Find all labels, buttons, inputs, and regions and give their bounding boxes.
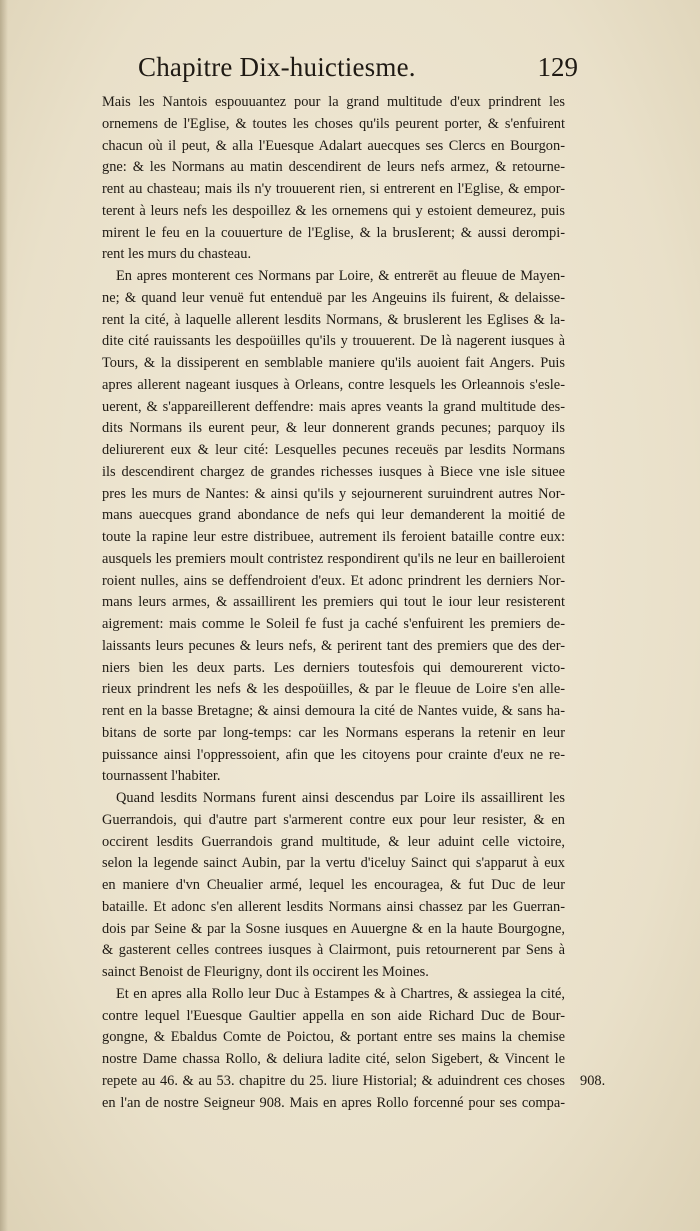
text-line: dois par Seine & par la Sosne iusques en Auuergne & en la haute Bourgogne, xyxy=(102,920,565,937)
text-line: nostre Dame chassa Rollo, & deliura ladite cité, selon Sigebert, & Vincent le xyxy=(102,1051,565,1067)
margin-note-year: 908. xyxy=(580,1073,606,1089)
text-line: mirent le feu en la couuerture de l'Eglise, & la brusIerent; & aussi derompi- xyxy=(102,224,565,241)
text-line: & gasterent celles contrees iusques à Clairmont, puis retournerent par Sens à xyxy=(102,942,565,959)
text-line: mans auecques grand abondance de nefs qui leur demanderent la moitié de xyxy=(102,507,565,524)
text-line: uerent, & s'appareillerent deffendre: mais apres veants la grand multitude des- xyxy=(102,398,565,415)
text-line: Mais les Nantois espouuantez pour la grand multitude d'eux prindrent les xyxy=(102,94,565,110)
page-number: 129 xyxy=(537,52,578,82)
text-line: ils descendirent chargez de grandes richesses iusques à Biece vne isle situee xyxy=(102,463,565,480)
running-title: Chapitre Dix-huictiesme. xyxy=(138,52,416,82)
text-line: dits Normans ils eurent peur, & leur donnerent grands pecunes; parquoy ils xyxy=(102,420,565,437)
text-line: occirent lesdits Guerrandois grand multitude, & leur aduint celle victoire, xyxy=(102,833,565,850)
text-line: pres les murs de Nantes: & ainsi qu'ils y sejournerent suruindrent autres Nor- xyxy=(102,485,565,502)
text-line: Tours, & la dissiperent en semblable maniere qu'ils auoient fait Angers. Puis xyxy=(102,355,565,371)
text-line: Quand lesdits Normans furent ainsi descendus par Loire ils assaillirent les xyxy=(116,790,565,806)
page-gutter-shadow xyxy=(0,0,8,1231)
text-line: sainct Benoist de Fleurigny, dont ils occirent les Moines. xyxy=(102,964,429,980)
text-line: apres allerent nageant iusques à Orleans, contre lesquels les Orleannois s'esle- xyxy=(102,376,565,393)
text-line: niers bien les deux parts. Les derniers toutesfois qui demourerent victo- xyxy=(102,659,565,676)
text-line: tournassent l'habiter. xyxy=(102,768,221,785)
text-line: rent les murs du chasteau. xyxy=(102,246,252,263)
text-line: selon la legende sainct Aubin, par la vertu d'iceluy Sainct qui s'apparut à eux xyxy=(102,855,565,872)
text-line: repete au 46. & au 53. chapitre du 25. liure Historial; & aduindrent ces choses xyxy=(102,1072,565,1089)
text-line: Et en apres alla Rollo leur Duc à Estampes & à Chartres, & assiegea la cité, xyxy=(116,985,565,1002)
text-line: gongne, & Ebaldus Comte de Poictou, & portant entre ses mains la chemise xyxy=(102,1029,565,1046)
text-line: laissants leurs pecunes & leurs nefs, & perirent tant des premiers que des der- xyxy=(102,637,565,654)
text-line: Guerrandois, qui d'autre part s'armerent contre eux pour leur resister, & en xyxy=(102,811,565,828)
text-line: En apres monterent ces Normans par Loire, & entrerēt au fleuue de Mayen- xyxy=(116,268,565,284)
text-line: puissance ainsi l'oppressoient, afin que les citoyens pour crainte d'eux ne re- xyxy=(102,746,565,763)
text-line: deliurerent eux & leur cité: Lesquelles pecunes receuës par lesdits Normans xyxy=(102,442,565,458)
text-line: bitans de sorte par long-temps: car les Normans esperans la retenir en leur xyxy=(102,724,565,741)
text-line: mans leurs armes, & assaillirent les premiers qui tout le iour leur resisterent xyxy=(102,594,565,611)
text-line: rent la cité, à laquelle allerent lesdits Normans, & bruslerent les Eglises & la- xyxy=(102,311,565,328)
text-line: ne; & quand leur venuë fut entenduë par les Angeuins ils fuirent, & delaisse- xyxy=(102,289,565,306)
text-line: chacun où il peut, & alla l'Euesque Adalart auecques ses Clercs en Bourgon- xyxy=(102,137,565,154)
text-line: gne: & les Normans au matin descendirent de leurs nefs armez, & retourne- xyxy=(102,159,565,176)
body-text xyxy=(102,92,565,1114)
text-line: rent au chasteau; mais ils n'y trouuerent rien, si entrerent en l'Eglise, & empor- xyxy=(102,181,565,197)
text-line: contre lequel l'Euesque Gaultier appella en son aide Richard Duc de Bour- xyxy=(102,1007,565,1024)
text-line: en l'an de nostre Seigneur 908. Mais en apres Rollo forcenné pour ses compa- xyxy=(102,1094,565,1111)
text-line: aigrement: mais comme le Soleil fe fust ja caché s'enfuirent les premiers de- xyxy=(102,616,565,632)
text-line: rent en la basse Bretagne; & ainsi demoura la cité de Nantes vuide, & sans ha- xyxy=(102,703,565,719)
text-line: dite cité rauissants les despoüilles qu'ils y trouuerent. De là nagerent iusques à xyxy=(102,333,565,350)
text-line: en maniere d'vn Cheualier armé, lequel les encouragea, & fut Duc de leur xyxy=(102,877,565,893)
text-line: toute la rapine leur estre distribuee, autrement ils feroient bataille contre eux: xyxy=(102,529,565,545)
text-line: ornemens de l'Eglise, & toutes les choses qu'ils peurent porter, & s'enfuirent xyxy=(102,115,565,132)
text-line: bataille. Et adonc s'en allerent lesdits Normans ainsi chassez par les Guerran- xyxy=(102,898,565,915)
text-line: terent à leurs nefs les despoillez & les ornemens qui y estoient demeurez, puis xyxy=(102,202,565,219)
text-line: roient nulles, ains se deffendroient d'eux. Et adonc prindrent les derniers Nor- xyxy=(102,572,565,589)
page-header xyxy=(138,52,578,92)
text-line: rieux prindrent les nefs & les despoüilles, & par le fleuue de Loire s'en alle- xyxy=(102,681,565,698)
text-line: ausquels les premiers moult contristez respondirent qu'ils ne leur en bailleroient xyxy=(102,550,565,567)
